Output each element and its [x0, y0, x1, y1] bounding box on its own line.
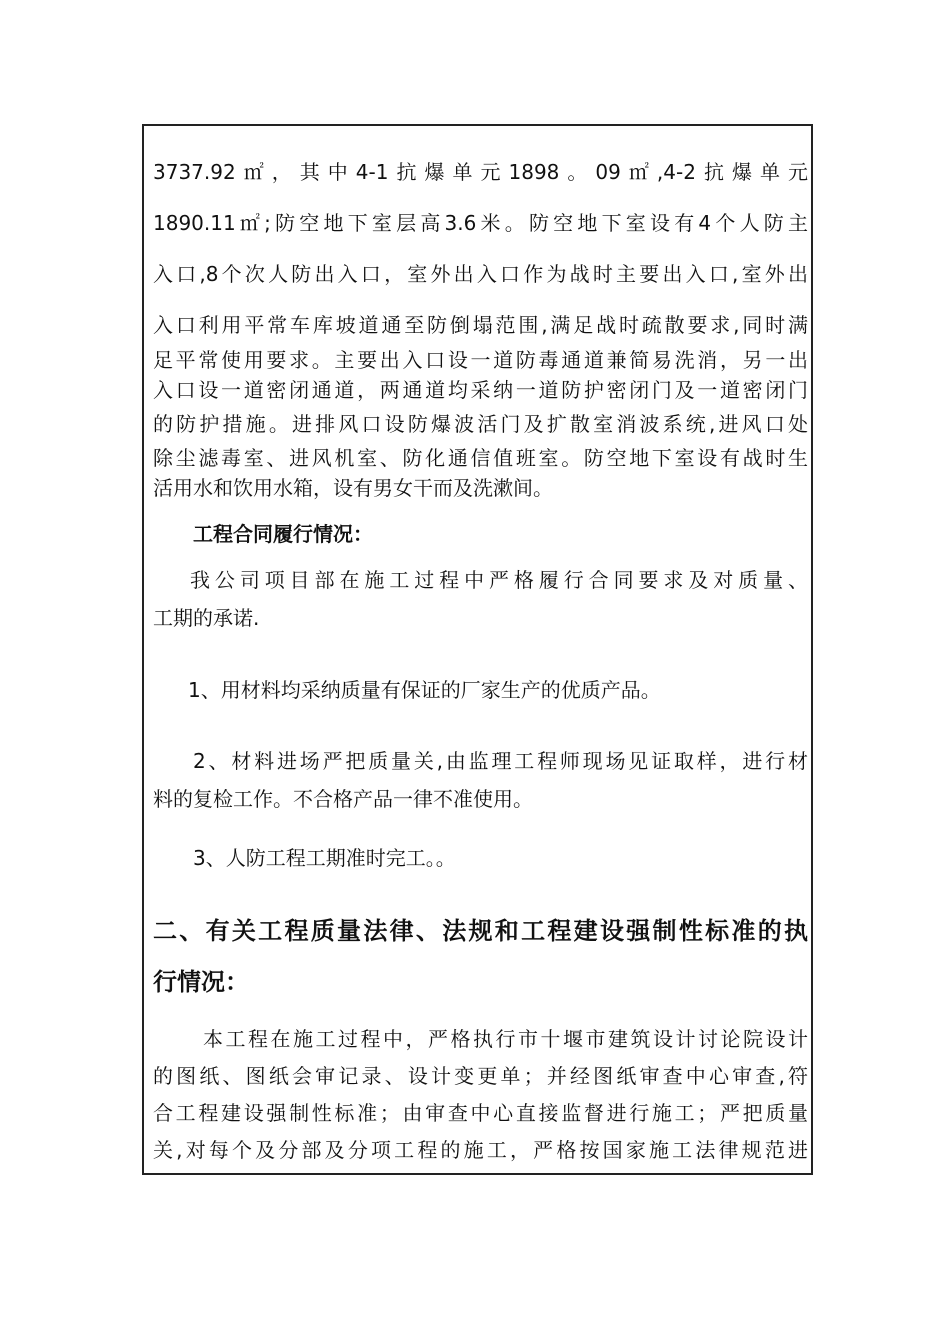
- intro-line-4: 入口利用平常车库坡道通至防倒塌范围,满足战时疏散要求,同时满: [153, 313, 808, 337]
- item-2-line-2: 料的复检工作。不合格产品一律不准使用。: [153, 787, 533, 811]
- intro-line-9: 活用水和饮用水箱，设有男女干而及洗漱间。: [153, 476, 553, 500]
- section-line-4: 关,对每个及分部及分项工程的施工，严格按国家施工法律规范进: [153, 1138, 808, 1162]
- section-heading-line-2: 行情况：: [153, 968, 249, 996]
- section-heading-line-1: 二、有关工程质量法律、法规和工程建设强制性标准的执: [153, 917, 808, 945]
- contract-heading: 工程合同履行情况：: [193, 522, 373, 546]
- contract-line-2: 工期的承诺.: [153, 606, 260, 630]
- intro-line-3: 入口,8个次人防出入口，室外出入口作为战时主要出入口,室外出: [153, 262, 808, 286]
- intro-line-2: 1890.11㎡;防空地下室层高3.6米。防空地下室设有4个人防主: [153, 211, 808, 235]
- item-3: 3、人防工程工期准时完工。。: [193, 846, 456, 870]
- intro-line-7: 的防护措施。进排风口设防爆波活门及扩散室消波系统,进风口处: [153, 412, 808, 436]
- intro-line-1: 3737.92㎡，其中4-1抗爆单元1898。09㎡,4-2抗爆单元: [153, 160, 808, 184]
- intro-line-8: 除尘滤毒室、进风机室、防化通信值班室。防空地下室设有战时生: [153, 446, 808, 470]
- item-1: 1、用材料均采纳质量有保证的厂家生产的优质产品。: [188, 678, 661, 702]
- section-line-2: 的图纸、图纸会审记录、设计变更单；并经图纸审查中心审查,符: [153, 1064, 808, 1088]
- intro-line-5: 足平常使用要求。主要出入口设一道防毒通道兼简易洗消，另一出: [153, 348, 808, 372]
- section-line-1: 本工程在施工过程中，严格执行市十堰市建筑设计讨论院设计: [203, 1027, 808, 1051]
- section-line-3: 合工程建设强制性标准；由审查中心直接监督进行施工；严把质量: [153, 1101, 808, 1125]
- intro-line-6: 入口设一道密闭通道，两通道均采纳一道防护密闭门及一道密闭门: [153, 378, 808, 402]
- contract-line-1: 我公司项目部在施工过程中严格履行合同要求及对质量、: [190, 568, 808, 592]
- item-2-line-1: 2、材料进场严把质量关,由监理工程师现场见证取样，进行材: [193, 749, 808, 773]
